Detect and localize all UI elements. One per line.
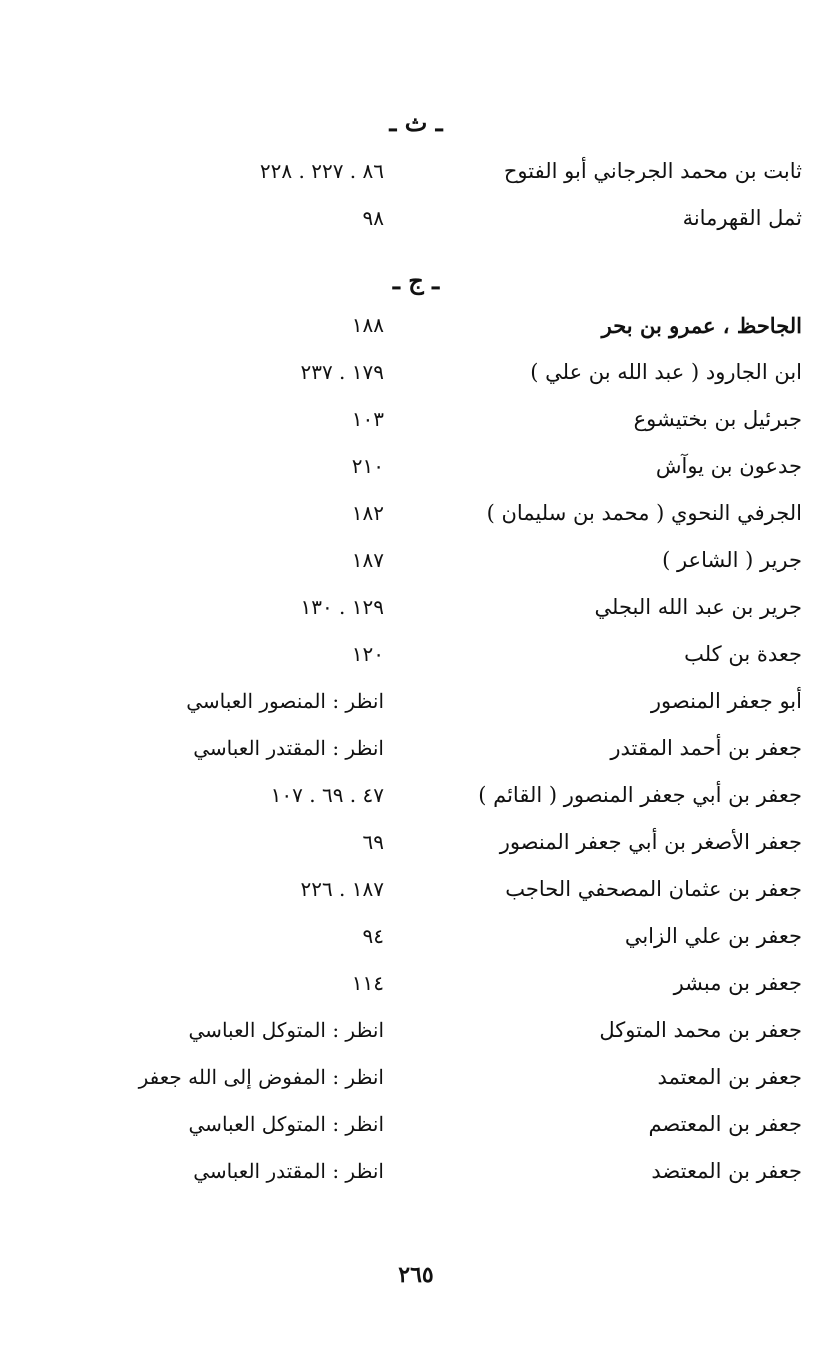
entry-page-refs: انظر : المفوض إلى الله جعفر: [138, 1065, 384, 1089]
index-entry: [0, 1054, 832, 1101]
entry-page-refs: انظر : المنصور العباسي: [186, 689, 384, 713]
index-entry: [0, 866, 832, 913]
entry-name: ابن الجارود ( عبد الله بن علي ): [530, 360, 802, 384]
index-entry: [0, 537, 832, 584]
index-entry: [0, 396, 832, 443]
entry-page-refs: ١٧٩ . ٢٣٧: [300, 360, 384, 384]
index-entry: [0, 819, 832, 866]
index-entry: [0, 349, 832, 396]
entry-page-refs: ١٨٨: [351, 313, 384, 337]
page-number: ٢٦٥: [398, 1262, 434, 1288]
entry-name: جعفر بن علي الزابي: [624, 924, 802, 948]
entry-page-refs: ١٢٩ . ١٣٠: [300, 595, 384, 619]
section-tha-list: [0, 148, 832, 242]
entry-page-refs: انظر : المقتدر العباسي: [193, 1159, 384, 1183]
index-entry: [0, 631, 832, 678]
entry-page-refs: ١٨٧ . ٢٢٦: [300, 877, 384, 901]
entry-name: الجرفي النحوي ( محمد بن سليمان ): [486, 501, 802, 525]
index-entry: [0, 725, 832, 772]
entry-name: جدعون بن يوآش: [655, 454, 802, 478]
entry-name: جعفر بن أحمد المقتدر: [610, 736, 802, 760]
entry-name: جرير بن عبد الله البجلي: [594, 595, 802, 619]
index-entry: [0, 1007, 832, 1054]
entry-name: جعفر بن أبي جعفر المنصور ( القائم ): [478, 783, 802, 807]
entry-page-refs: ١٠٣: [351, 407, 384, 431]
section-heading-tha: ـ ث ـ: [389, 108, 443, 137]
index-entry: [0, 772, 832, 819]
section-jim-list: [0, 302, 832, 1195]
index-entry: [0, 584, 832, 631]
entry-name: جعفر بن مبشر: [673, 971, 802, 995]
index-entry: [0, 490, 832, 537]
index-entry: [0, 1148, 832, 1195]
entry-page-refs: ٨٦ . ٢٢٧ . ٢٢٨: [259, 159, 384, 183]
entry-name: جعفر بن المعتضد: [651, 1159, 802, 1183]
entry-name: ثمل القهرمانة: [682, 206, 802, 230]
entry-name: جعفر بن محمد المتوكل: [599, 1018, 802, 1042]
entry-name: جبرئيل بن بختيشوع: [633, 407, 802, 431]
index-entry: [0, 148, 832, 195]
index-entry: [0, 1101, 832, 1148]
entry-name: أبو جعفر المنصور: [650, 689, 802, 713]
entry-name: جرير ( الشاعر ): [662, 548, 802, 572]
section-heading-jim: ـ ج ـ: [392, 266, 440, 295]
entry-name: جعفر بن عثمان المصحفي الحاجب: [505, 877, 802, 901]
entry-page-refs: انظر : المتوكل العباسي: [188, 1112, 384, 1136]
index-entry: [0, 678, 832, 725]
entry-page-refs: ١٢٠: [351, 642, 384, 666]
index-entry: [0, 195, 832, 242]
entry-name: جعفر الأصغر بن أبي جعفر المنصور: [499, 830, 802, 854]
entry-page-refs: ٦٩: [362, 830, 384, 854]
entry-page-refs: ١٨٢: [351, 501, 384, 525]
entry-page-refs: ١١٤: [351, 971, 384, 995]
entry-page-refs: انظر : المتوكل العباسي: [188, 1018, 384, 1042]
entry-name: جعفر بن المعتمد: [657, 1065, 802, 1089]
entry-page-refs: ٤٧ . ٦٩ . ١٠٧: [270, 783, 384, 807]
entry-name: جعفر بن المعتصم: [648, 1112, 802, 1136]
entry-name: ثابت بن محمد الجرجاني أبو الفتوح: [503, 159, 802, 183]
index-entry: [0, 302, 832, 349]
index-entry: [0, 443, 832, 490]
entry-page-refs: انظر : المقتدر العباسي: [193, 736, 384, 760]
index-entry: [0, 913, 832, 960]
entry-name: الجاحظ ، عمرو بن بحر: [601, 313, 802, 338]
entry-page-refs: ١٨٧: [351, 548, 384, 572]
entry-page-refs: ٩٨: [362, 206, 384, 230]
index-entry: [0, 960, 832, 1007]
entry-page-refs: ٢١٠: [351, 454, 384, 478]
entry-name: جعدة بن كلب: [684, 642, 802, 666]
entry-page-refs: ٩٤: [362, 924, 384, 948]
